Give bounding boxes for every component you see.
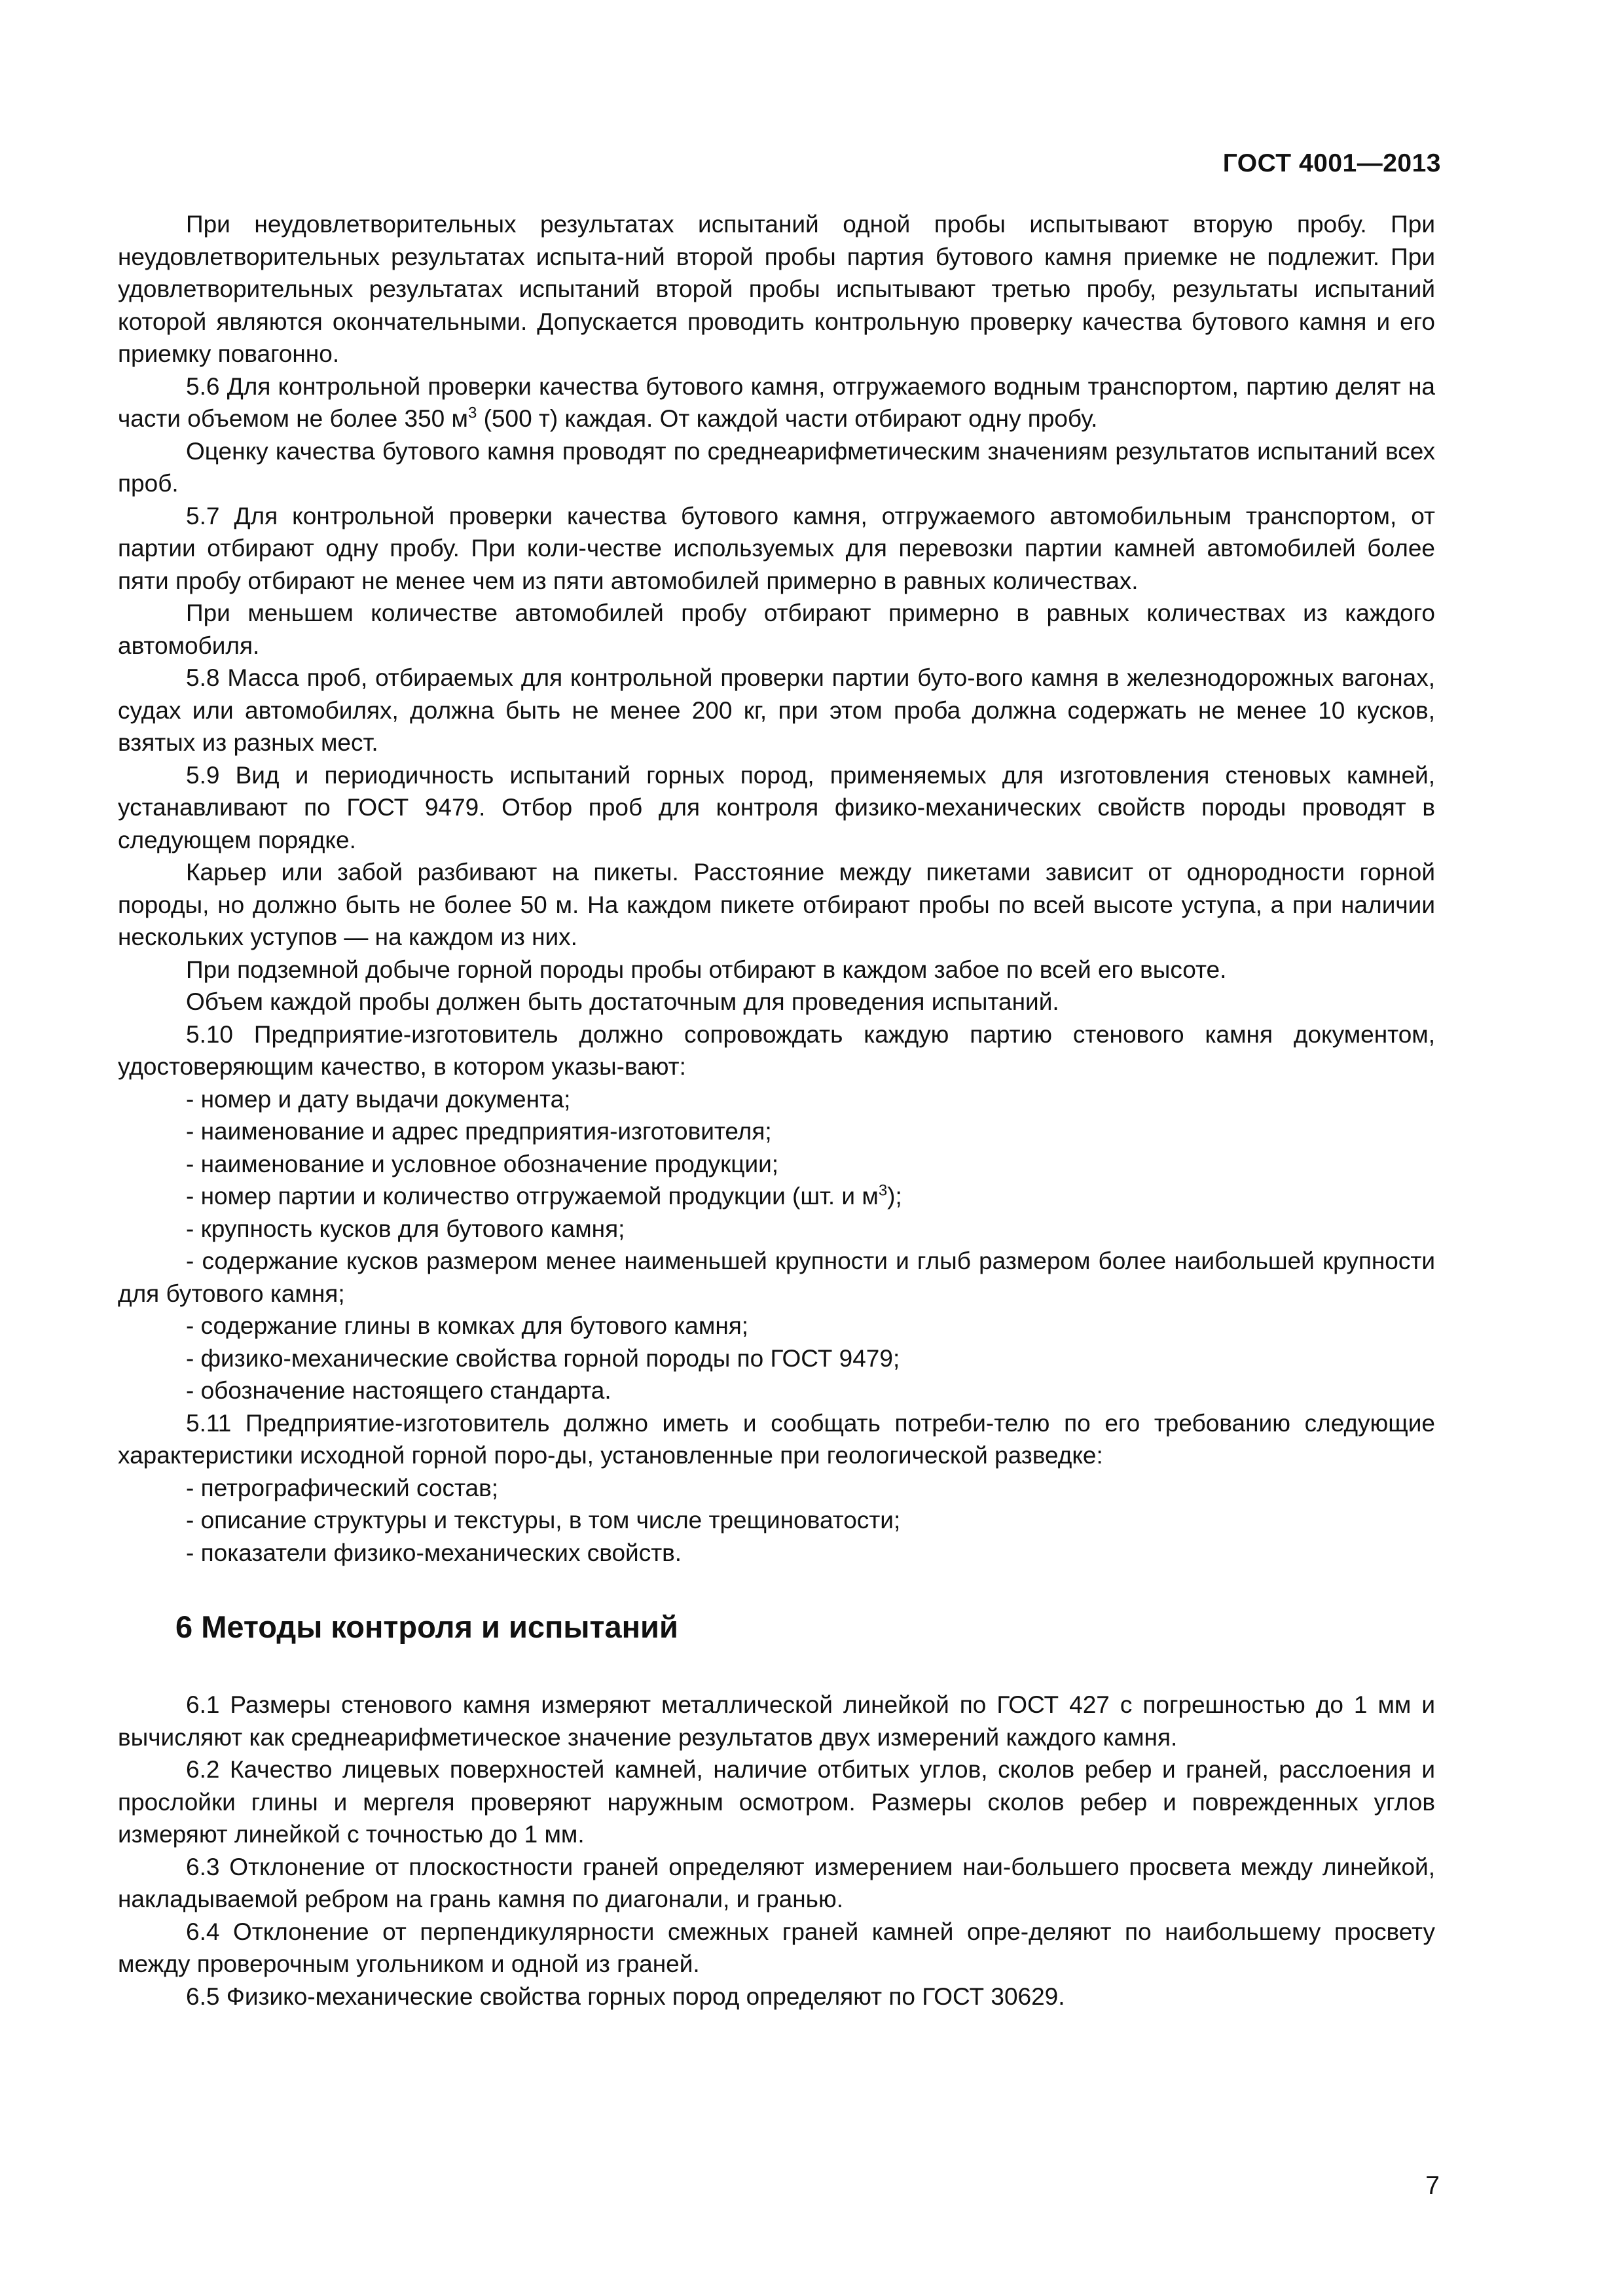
paragraph-6-1: 6.1 Размеры стенового камня измеряют металлической линейкой по ГОСТ 427 с погрешностью до 1 мм и вычисляют как среднеарифметическое значение результатов двух измерений каждого камня. — [118, 1691, 1435, 1751]
list-item: - описание структуры и текстуры, в том числе трещиноватости; — [186, 1507, 901, 1534]
section-heading: 6 Методы контроля и испытаний — [175, 1609, 678, 1644]
paragraph-sample-volume: Объем каждой пробы должен быть достаточным для проведения испытаний. — [186, 988, 1059, 1015]
paragraph-6-3: 6.3 Отклонение от плоскостности граней определяют измерением наи-большего просвета между линейкой, накладываемой ребром на грань камня по диагонали, и гранью. — [118, 1853, 1435, 1912]
paragraph-5-10: 5.10 Предприятие-изготовитель должно сопровождать каждую партию стенового камня документом, удостоверяющим качество, в котором указы-вают: — [118, 1020, 1435, 1080]
list-item: - содержание глины в комках для бутового камня; — [186, 1312, 749, 1339]
document-code-header: ГОСТ 4001—2013 — [1222, 149, 1441, 177]
paragraph-underground-mining: При подземной добыче горной породы пробы отбирают в каждом забое по всей его высоте. — [186, 956, 1227, 983]
list-item: - номер и дату выдачи документа; — [186, 1085, 571, 1113]
superscript-cubic: 3 — [878, 1181, 888, 1200]
document-body — [118, 208, 1435, 2013]
paragraph-quarry-pickets: Карьер или забой разбивают на пикеты. Расстояние между пикетами зависит от однородности горной породы, но должно быть не более 50 м. На каждом пикете отбирают пробы по всей высоте уступа, а при наличии нескольких уступов — на каждом из них. — [118, 859, 1435, 950]
list-item: - наименование и условное обозначение продукции; — [186, 1150, 779, 1177]
paragraph-quality-evaluation: Оценку качества бутового камня проводят по среднеарифметическим значениям результатов испытаний всех проб. — [118, 437, 1435, 497]
paragraph-5-9: 5.9 Вид и периодичность испытаний горных пород, применяемых для изготовления стеновых камней, устанавливают по ГОСТ 9479. Отбор проб для контроля физико-механических свойств породы проводят в следующем порядке. — [118, 761, 1435, 853]
paragraph-6-5: 6.5 Физико-механические свойства горных пород определяют по ГОСТ 30629. — [186, 1982, 1065, 2010]
list-item: - показатели физико-механических свойств. — [186, 1539, 682, 1566]
paragraph-5-6-text: 5.6 Для контрольной проверки качества бутового камня, отгружаемого водным транспортом, партию делят на части объемом не более 350 м — [118, 372, 1435, 432]
list-item-text: - номер партии и количество отгружаемой продукции (шт. и м — [186, 1183, 879, 1210]
list-item: - наименование и адрес предприятия-изготовителя; — [186, 1118, 772, 1145]
paragraph-6-4: 6.4 Отклонение от перпендикулярности смежных граней камней опре-деляют по наибольшему просвету между проверочным угольником и одной из граней. — [118, 1918, 1435, 1977]
paragraph-5-6-text-end: (500 т) каждая. От каждой части отбирают одну пробу. — [477, 405, 1098, 432]
list-item: - петрографический состав; — [186, 1474, 499, 1501]
paragraph-5-7: 5.7 Для контрольной проверки качества бутового камня, отгружаемого автомобильным транспортом, от партии отбирают одну пробу. При коли-честве используемых для перевозки партии камней автомобилей более пяти пробу отбирают не менее чем из пяти автомобилей примерно в равных количествах. — [118, 502, 1435, 594]
list-item: - физико-механические свойства горной породы по ГОСТ 9479; — [186, 1344, 900, 1372]
paragraph-fewer-vehicles: При меньшем количестве автомобилей пробу отбирают примерно в равных количествах из каждого автомобиля. — [118, 600, 1435, 659]
list-item-text-end: ); — [887, 1183, 902, 1210]
paragraph-5-8: 5.8 Масса проб, отбираемых для контрольной проверки партии буто-вого камня в железнодорожных вагонах, судах или автомобилях, должна быть не менее 200 кг, при этом проба должна содержать не менее 10 кусков, взятых из разных мест. — [118, 664, 1435, 756]
paragraph-5-6 — [118, 370, 1435, 435]
list-item: - обозначение настоящего стандарта. — [186, 1377, 611, 1404]
superscript-cubic: 3 — [467, 404, 477, 422]
paragraph-retest: При неудовлетворительных результатах испытаний одной пробы испытывают вторую пробу. При неудовлетворительных результатах испыта-ний второй пробы партия бутового камня приемке не подлежит. При удовлетворительных результатах испытаний второй пробы испытывают третью пробу, результаты испытаний которой являются окончательными. Допускается проводить контрольную проверку качества бутового камня и его приемку повагонно. — [118, 211, 1435, 367]
page-number: 7 — [1425, 2172, 1440, 2200]
paragraph-6-2: 6.2 Качество лицевых поверхностей камней, наличие отбитых углов, сколов ребер и граней, расслоения и прослойки глины и мергеля проверяют наружным осмотром. Размеры сколов ребер и поврежденных углов измеряют линейкой с точностью до 1 мм. — [118, 1756, 1435, 1848]
paragraph-5-11: 5.11 Предприятие-изготовитель должно иметь и сообщать потреби-телю по его требованию следующие характеристики исходной горной поро-ды, установленные при геологической разведке: — [118, 1409, 1435, 1469]
list-item: - крупность кусков для бутового камня; — [186, 1215, 625, 1242]
list-item — [118, 1180, 1435, 1213]
list-item: - содержание кусков размером менее наименьшей крупности и глыб размером более наибольшей крупности для бутового камня; — [118, 1247, 1435, 1307]
